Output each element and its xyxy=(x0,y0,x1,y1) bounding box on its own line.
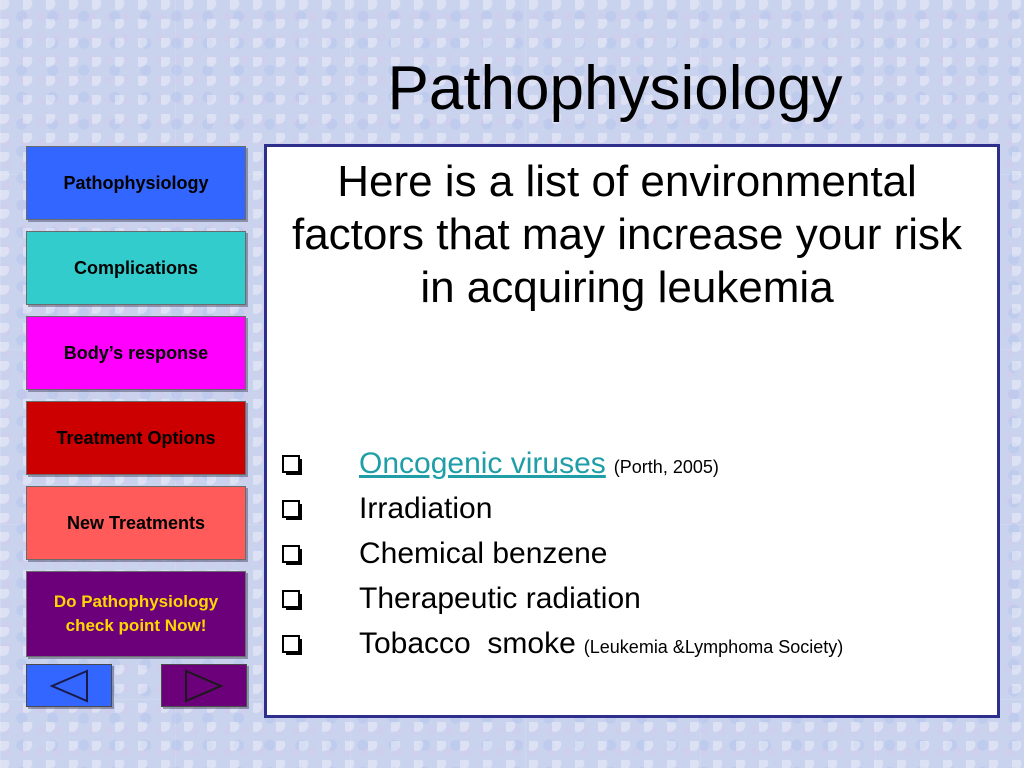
nav-button-new-treatments[interactable] xyxy=(26,486,246,560)
nav-button-label: Body’s response xyxy=(63,342,209,363)
nav-button-bodys-response[interactable] xyxy=(26,316,246,390)
checkbox-bullet-icon xyxy=(281,544,303,566)
oncogenic-viruses-link[interactable]: Oncogenic viruses xyxy=(359,447,606,480)
list-item-text: Chemical benzene xyxy=(359,537,608,570)
nav-button-label: Treatment Options xyxy=(56,427,216,448)
checkbox-bullet-icon xyxy=(281,499,303,521)
intro-text: Here is a list of environmental factors that may increase your risk in acquiring leukemia xyxy=(291,157,962,312)
left-triangle-icon xyxy=(49,669,89,703)
nav-button-checkpoint[interactable] xyxy=(26,571,246,657)
nav-button-label: Complications xyxy=(73,257,198,278)
checkbox-bullet-icon xyxy=(281,634,303,656)
risk-factor-list xyxy=(281,447,991,672)
list-item-text: Therapeutic radiation xyxy=(359,582,641,615)
slide-title: Pathophysiology xyxy=(387,54,843,123)
checkbox-bullet-icon xyxy=(281,454,303,476)
checkbox-bullet-icon xyxy=(281,589,303,611)
list-item xyxy=(281,492,991,537)
list-item-text: Irradiation xyxy=(359,492,493,525)
nav-button-label-line2: check point Now! xyxy=(65,616,207,635)
nav-button-pathophysiology[interactable] xyxy=(26,146,246,220)
list-item xyxy=(281,447,991,492)
nav-button-label-line1: Do Pathophysiology xyxy=(53,592,219,611)
right-triangle-icon xyxy=(184,669,224,703)
nav-button-label: New Treatments xyxy=(66,512,206,533)
content-panel xyxy=(264,144,1000,718)
list-item xyxy=(281,582,991,627)
list-item xyxy=(281,537,991,582)
citation: (Leukemia &Lymphoma Society) xyxy=(583,637,844,657)
list-item xyxy=(281,627,991,672)
nav-button-complications[interactable] xyxy=(26,231,246,305)
forward-button[interactable] xyxy=(161,664,247,707)
citation: (Porth, 2005) xyxy=(613,457,719,477)
back-button[interactable] xyxy=(26,664,112,707)
nav-button-treatment-options[interactable] xyxy=(26,401,246,475)
nav-button-label: Pathophysiology xyxy=(63,172,209,193)
list-item-text: Tobacco smoke xyxy=(359,627,576,660)
